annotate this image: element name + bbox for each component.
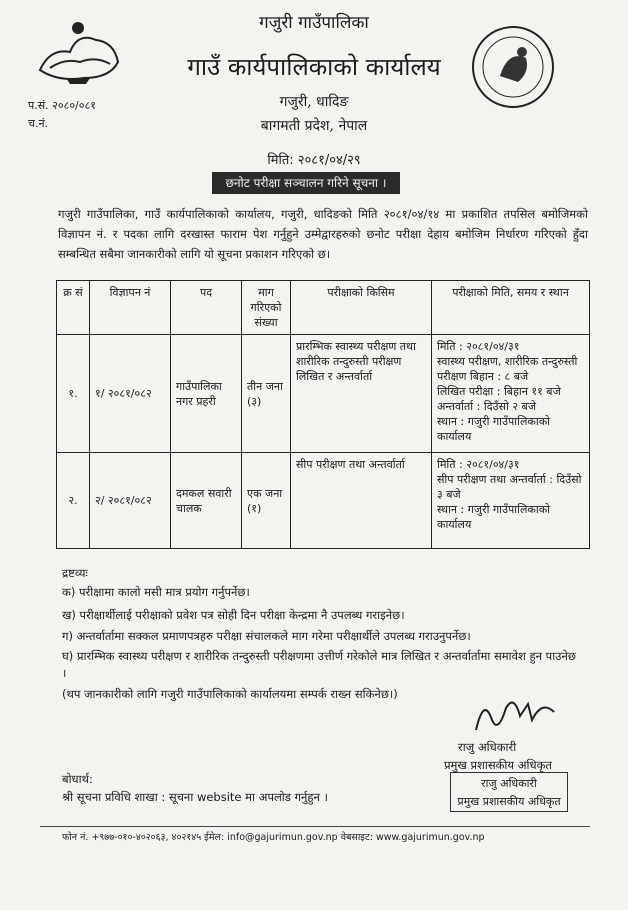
row-count: तीन जना (३): [242, 335, 291, 453]
schedule-line: सीप परीक्षण तथा अन्तर्वार्ता : दिउँसो ३ बजे: [437, 473, 582, 501]
row-exam-type: सीप परीक्षण तथा अन्तर्वार्ता: [291, 453, 432, 549]
cc-heading: बोधार्थ:: [62, 772, 93, 786]
schedule-line: स्थान : गजुरी गाउँपालिकाको कार्यालय: [437, 503, 551, 531]
header-exam-type: परीक्षाको किसिम: [291, 281, 432, 335]
table-row: [57, 453, 590, 549]
note-item: घ) प्रारम्भिक स्वास्थ्य परीक्षण र शारीरिक तन्दुरुस्ती परीक्षणमा उत्तीर्ण गरेकोले मात्र लिखित र अन्तर्वार्तामा समावेश हुन पाउनेछ ।: [62, 649, 576, 680]
issue-date: मिति: २०८१/०४/२९: [267, 153, 361, 168]
row-schedule: [432, 335, 590, 453]
note-item: ग) अन्तर्वार्तामा सक्कल प्रमाणपत्रहरु परीक्षा संचालकले माग गरेमा परीक्षार्थीले उपलब्ध गराउनुपर्नेछ।: [62, 629, 471, 643]
row-adv-no: १/ २०८१/०८२: [90, 335, 171, 453]
row-post: गाउँपालिका नगर प्रहरी: [171, 335, 242, 453]
stamp-name: राजु अधिकारी: [481, 777, 537, 790]
exam-schedule-table: [56, 280, 590, 549]
notice-title: छनोट परीक्षा सञ्चालन गरिने सूचना ।: [212, 172, 400, 194]
signatory-name: राजु अधिकारी: [458, 740, 517, 754]
office-name: गजुरी गाउँपालिका: [259, 13, 369, 33]
row-count: एक जना (१): [242, 453, 291, 549]
row-sn: १.: [57, 335, 90, 453]
schedule-line: लिखित परीक्षा : बिहान ११ बजे: [437, 385, 561, 398]
footer-contact: फोन नं. +९७७-०१०-४०२०६३, ४०२१४५ ईमेल: info@gajurimun.gov.np वेबसाइट: www.gajurimun.gov.np: [62, 832, 485, 843]
note-item: ख) परीक्षार्थीलाई परीक्षाको प्रवेश पत्र सोही दिन परीक्षा केन्द्रमा नै उपलब्ध गराइनेछ।: [62, 608, 405, 622]
cc-line: श्री सूचना प्रविधि शाखा : सूचना website मा अपलोड गर्नुहुन ।: [62, 790, 328, 804]
row-post: दमकल सवारी चालक: [171, 453, 242, 549]
schedule-line: स्वास्थ्य परीक्षण, शारीरिक तन्दुरुस्ती परीक्षण बिहान : ८ बजे: [437, 355, 578, 383]
table-row: [57, 335, 590, 453]
stamp-designation: प्रमुख प्रशासकीय अधिकृत: [457, 795, 561, 808]
signature-scribble-icon: [470, 690, 560, 738]
header-sn: क्र सं: [57, 281, 90, 335]
row-exam-type: प्रारम्भिक स्वास्थ्य परीक्षण तथा शारीरिक तन्दुरुस्ती परीक्षण लिखित र अन्तर्वार्ता: [291, 335, 432, 453]
header-count: माग गरिएको संख्या: [242, 281, 291, 335]
row-adv-no: २/ २०८१/०८२: [90, 453, 171, 549]
header-post: पद: [171, 281, 242, 335]
schedule-line: अन्तर्वार्ता : दिउँसो २ बजे: [437, 400, 537, 413]
row-schedule: [432, 453, 590, 549]
schedule-line: मिति : २०८१/०४/३१: [437, 340, 520, 353]
dispatch-number: च.नं.: [28, 117, 49, 130]
header-adv-no: विज्ञापन नं: [90, 281, 171, 335]
official-stamp: [450, 772, 568, 812]
office-title: गाउँ कार्यपालिकाको कार्यालय: [187, 53, 441, 81]
notes-heading: द्रष्टव्यः: [62, 566, 88, 580]
signatory-designation: प्रमुख प्रशासकीय अधिकृत: [444, 758, 552, 772]
row-sn: २.: [57, 453, 90, 549]
header-schedule: परीक्षाको मिति, समय र स्थान: [432, 281, 590, 335]
intro-paragraph: गजुरी गाउँपालिका, गाउँ कार्यपालिकाको कार्यालय, गजुरी, धादिङको मिति २०८१/०४/१४ मा प्रकाशित तपसिल बमोजिमको विज्ञापन नं. र पदका लागि दरखास्त फाराम पेश गर्नुहुने उम्मेद्वारहरुको छनोट परीक्षा देहाय बमोजिम निर्धारण गरिएको हुँदा सम्बन्धित सबैमा जानकारीको लागि यो सूचना प्रकाशन गरिएको छ।: [58, 207, 588, 261]
address-line-1: गजुरी, धादिङ: [279, 94, 349, 110]
schedule-line: मिति : २०८१/०४/३१: [437, 458, 520, 471]
note-item: (थप जानकारीको लागि गजुरी गाउँपालिकाको कार्यालयमा सम्पर्क राख्न सकिनेछ।): [62, 687, 398, 701]
footer-divider: [40, 826, 590, 827]
address-line-2: बागमती प्रदेश, नेपाल: [260, 118, 368, 134]
note-item: क) परीक्षामा कालो मसी मात्र प्रयोग गर्नुपर्नेछ।: [62, 585, 250, 599]
reference-number: प.सं. २०८०/०८१: [28, 99, 96, 112]
table-header-row: [57, 281, 590, 335]
schedule-line: स्थान : गजुरी गाउँपालिकाको कार्यालय: [437, 415, 551, 443]
